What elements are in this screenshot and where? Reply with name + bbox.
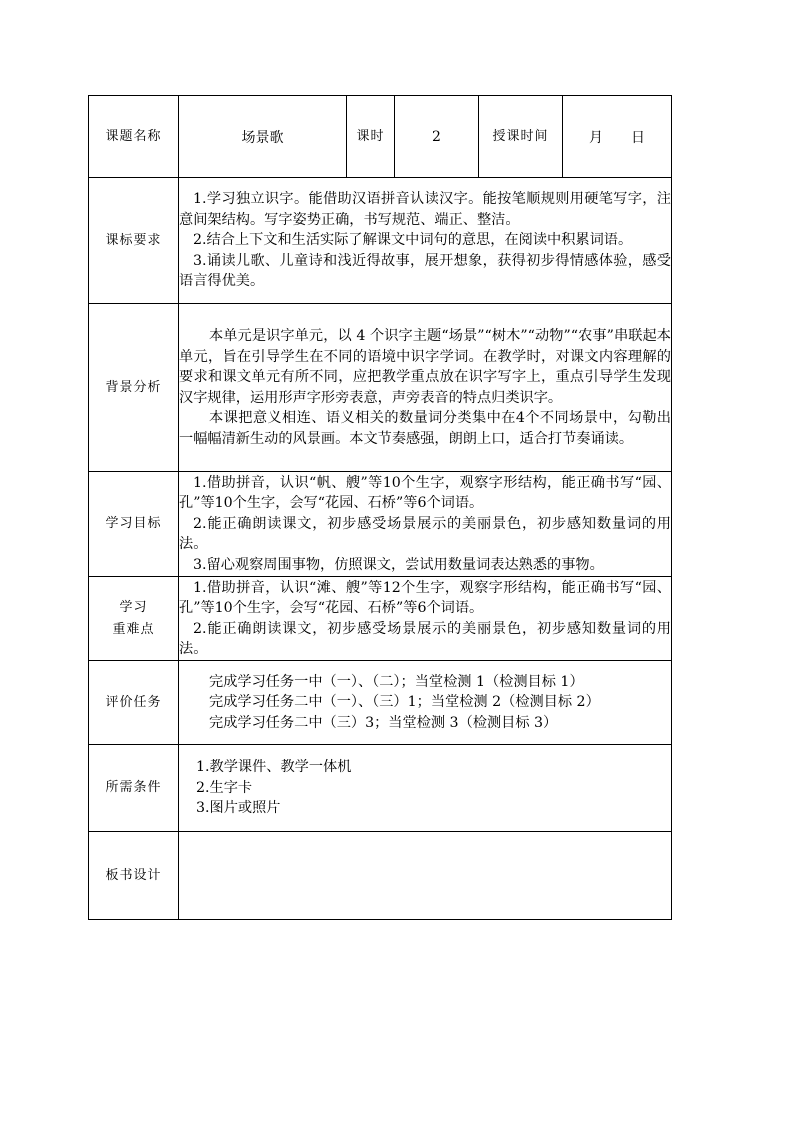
curriculum-row (89, 178, 672, 304)
topic-value: 场景歌 (179, 96, 347, 178)
condition-line: 2.生字卡 (196, 779, 253, 796)
curriculum-content (179, 178, 672, 304)
objective-line: 1.借助拼音，认识“帆、艘”等10个生字，观察字形结构，能正确书写“园、孔”等10个生字，会写“花园、石桥”等6个词语。 (179, 474, 671, 512)
curriculum-line: 2.结合上下文和生活实际了解课文中词句的意思，在阅读中积累词语。 (193, 232, 633, 249)
objective-line: 3.留心观察周围事物，仿照课文，尝试用数量词表达熟悉的事物。 (193, 556, 604, 573)
evaluation-line: 完成学习任务一中（一）、（二）；当堂检测 1（检测目标 1） (209, 673, 584, 690)
evaluation-line: 完成学习任务二中（一）、（三）1；当堂检测 2（检测目标 2） (209, 694, 600, 711)
period-value: 2 (395, 96, 479, 178)
curriculum-label: 课标要求 (89, 178, 179, 304)
day-text: 日 (631, 129, 645, 146)
condition-line: 1.教学课件、教学一体机 (196, 759, 352, 775)
curriculum-line: 3.诵读儿歌、儿童诗和浅近得故事，展开想象，获得初步得情感体验，感受语言得优美。 (179, 252, 671, 290)
key-point-line: 2.能正确朗读课文，初步感受场景展示的美丽景色，初步感知数量词的用法。 (179, 620, 671, 657)
conditions-label: 所需条件 (89, 745, 179, 832)
key-points-content (179, 577, 672, 661)
evaluation-row (89, 661, 672, 745)
key-points-label-line2: 重难点 (112, 621, 155, 637)
background-paragraph: 本单元是识字单元，以 4 个识字主题“场景”“树木”“动物”“农事”串联起本单元，旨在引导学生在不同的语境中识字学词。在教学时，对课文内容理解的要求和课文单元有所不同，应把教学重点放在识字写字上，重点引导学生发现汉字规律，运用形声字形旁表意，声旁表音的特点归类识字。 (179, 328, 671, 406)
key-points-label-line1: 学习 (119, 599, 148, 615)
evaluation-content (179, 661, 672, 745)
lesson-plan-table (88, 95, 672, 920)
conditions-content (179, 745, 672, 832)
background-content (179, 304, 672, 472)
board-row (89, 832, 672, 920)
conditions-row (89, 745, 672, 832)
key-points-row (89, 577, 672, 661)
time-value (563, 96, 672, 178)
topic-label: 课题名称 (89, 96, 179, 178)
background-row (89, 304, 672, 472)
period-label: 课时 (347, 96, 395, 178)
background-paragraph: 本课把意义相连、语义相关的数量词分类集中在4个不同场景中，勾勒出一幅幅清新生动的风景画。本文节奏感强，朗朗上口，适合打节奏诵读。 (179, 410, 671, 447)
header-row (89, 96, 672, 178)
board-content (179, 832, 672, 920)
objective-line: 2.能正确朗读课文，初步感受场景展示的美丽景色，初步感知数量词的用法。 (179, 515, 671, 553)
board-label: 板书设计 (89, 832, 179, 920)
curriculum-line: 1.学习独立识字。能借助汉语拼音认读汉字。能按笔顺规则用硬笔写字，注意间架结构。写字姿势正确，书写规范、端正、整洁。 (179, 191, 671, 228)
month-text: 月 (589, 129, 603, 146)
evaluation-label: 评价任务 (89, 661, 179, 745)
evaluation-line: 完成学习任务二中（三）3；当堂检测 3（检测目标 3） (209, 714, 558, 731)
condition-line: 3.图片或照片 (196, 800, 281, 816)
objectives-row (89, 472, 672, 577)
background-label: 背景分析 (89, 304, 179, 472)
key-point-line: 1.借助拼音，认识“滩、艘”等12个生字，观察字形结构，能正确书写“园、孔”等10个生字，会写“花园、石桥”等6个词语。 (179, 579, 671, 616)
objectives-content (179, 472, 672, 577)
time-label: 授课时间 (479, 96, 563, 178)
objectives-label: 学习目标 (89, 472, 179, 577)
key-points-label (89, 577, 179, 661)
